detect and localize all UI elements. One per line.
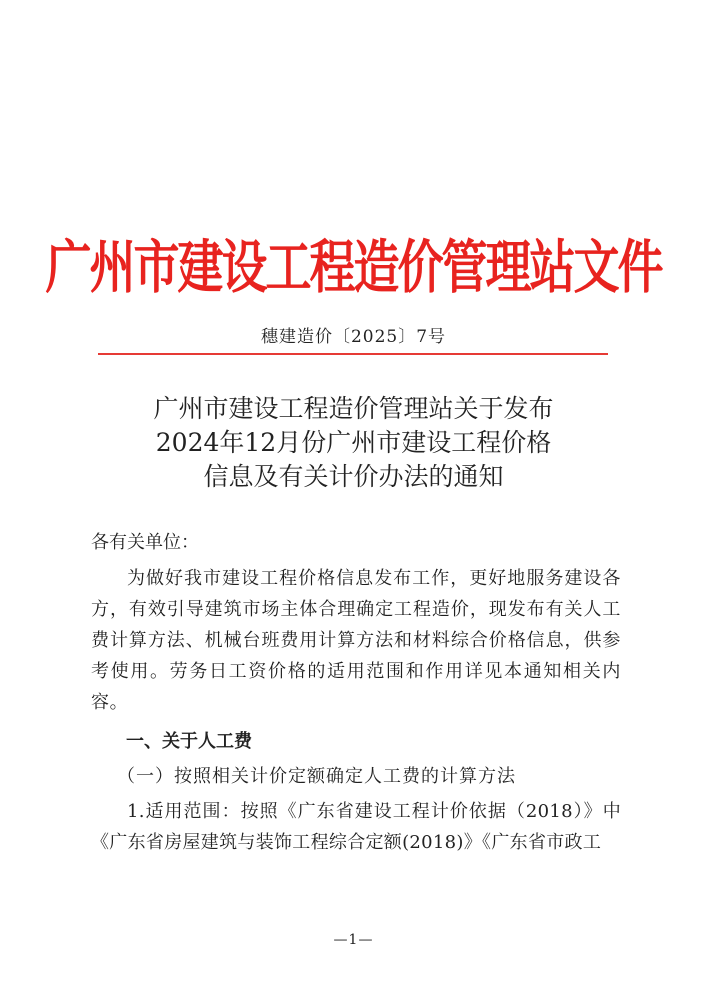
document-number: 穗建造价〔2025〕7号	[260, 327, 447, 347]
notice-title-line-3: 信息及有关计价办法的通知	[203, 462, 504, 491]
section-heading-labor-cost: 一、关于人工费	[126, 731, 252, 752]
red-divider-line	[98, 353, 608, 355]
red-header-title: 广州市建设工程造价管理站文件	[45, 233, 662, 301]
item-scope-paragraph: 1.适用范围：按照《广东省建设工程计价依据（2018）》中《广东省房屋建筑与装饰工程综合定额(2018)》《广东省市政工	[91, 801, 621, 853]
page-number: —1—	[333, 932, 374, 948]
intro-paragraph: 为做好我市建设工程价格信息发布工作，更好地服务建设各方，有效引导建筑市场主体合理确定工程造价，现发布有关人工费计算方法、机械台班费用计算方法和材料综合价格信息，供参考使用。劳务日工资价格的适用范围和作用详见本通知相关内容。	[91, 568, 621, 713]
subsection-heading: （一）按照相关计价定额确定人工费的计算方法	[117, 766, 516, 787]
salutation: 各有关单位：	[91, 532, 199, 553]
notice-title-line-1: 广州市建设工程造价管理站关于发布	[153, 394, 554, 423]
notice-title-line-2: 2024年12月份广州市建设工程价格	[155, 428, 552, 457]
notice-title	[0, 392, 707, 494]
